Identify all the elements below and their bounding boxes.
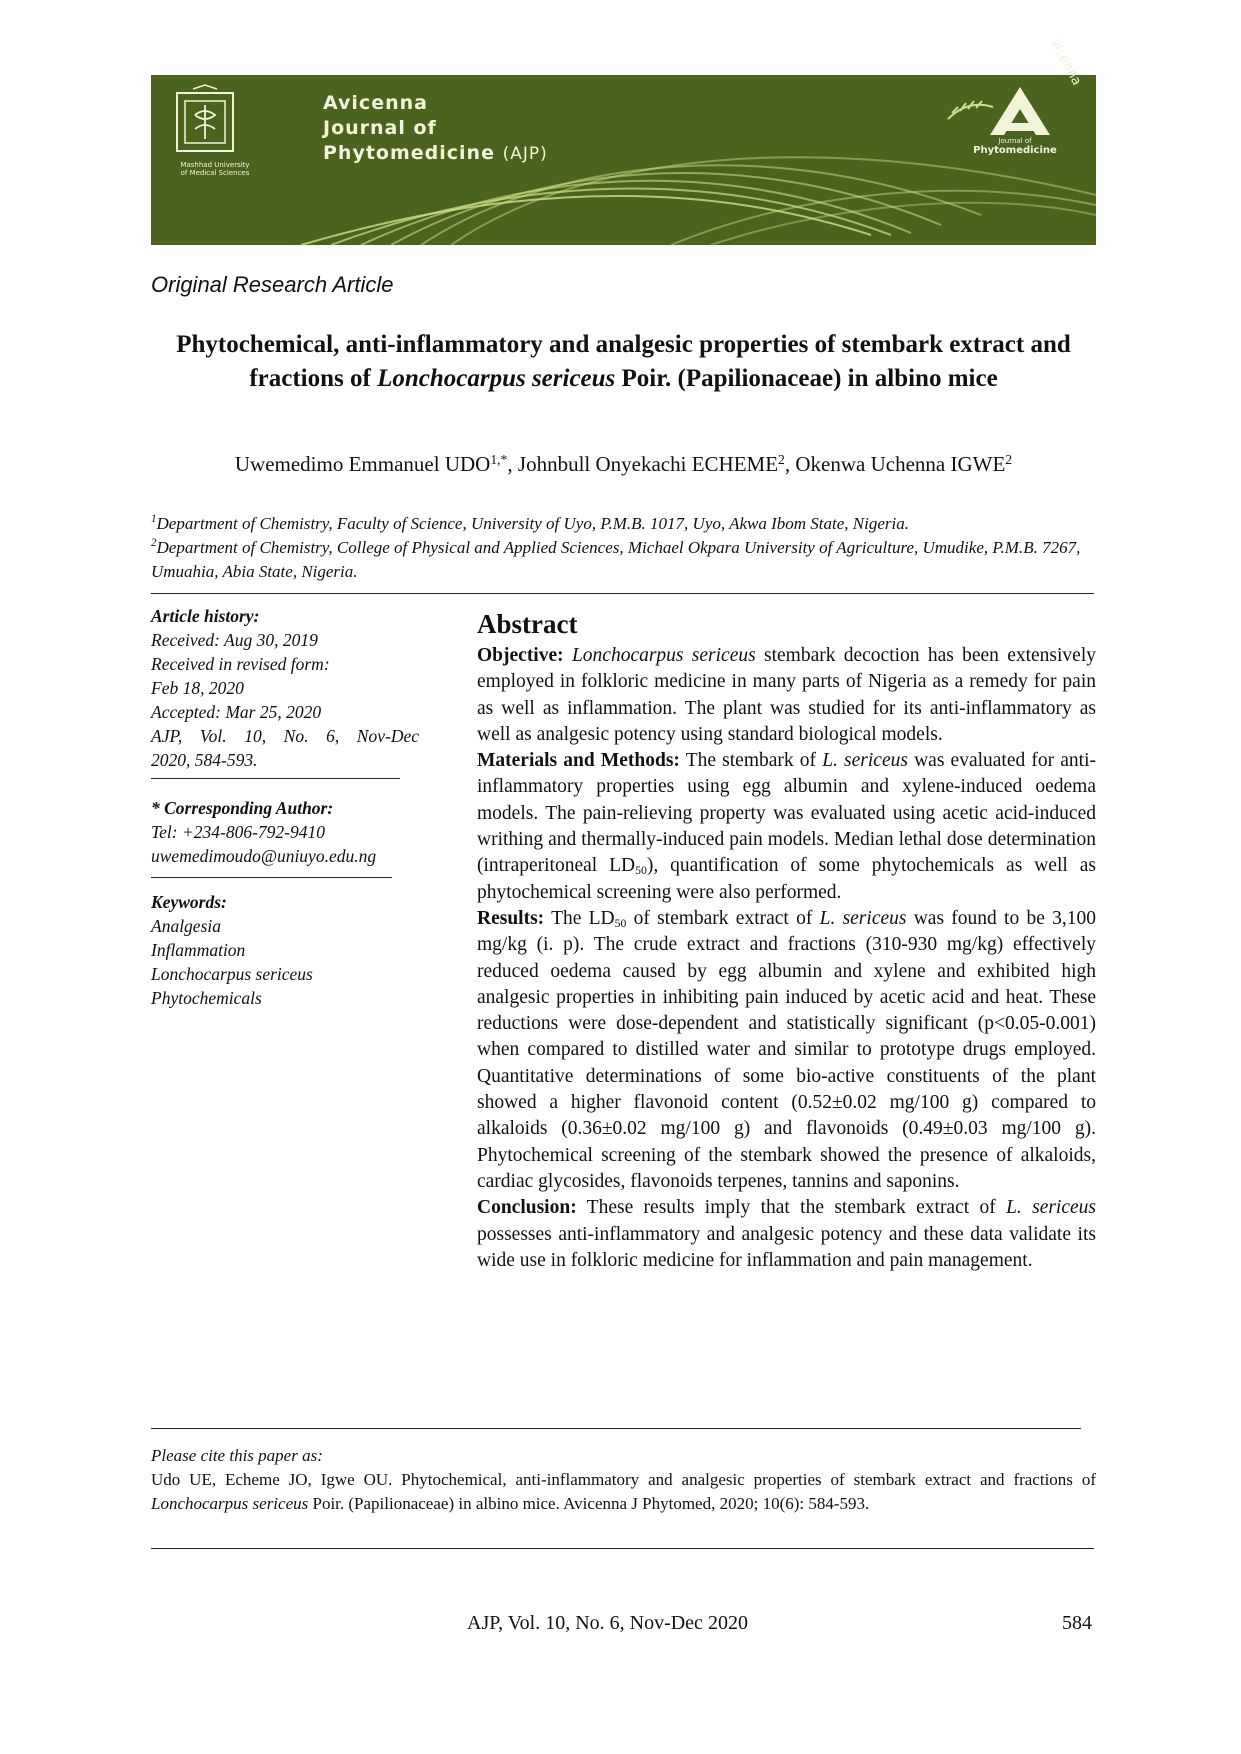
ajp-caption-small: Journal of — [998, 137, 1032, 145]
paper-title — [151, 328, 1096, 396]
methods-text: ), quantification of some phytochemicals as well as phytochemical screening were also performed. — [477, 855, 1096, 903]
methods-text: The stembark of — [679, 750, 823, 772]
university-caption — [165, 161, 265, 177]
author-list — [151, 452, 1096, 477]
conclusion-label: Conclusion: — [477, 1197, 577, 1219]
author-affil-mark: 2 — [1005, 452, 1013, 467]
results-species: L. sericeus — [819, 907, 907, 929]
author-affil-mark: 1,* — [490, 452, 508, 467]
history-line: Received: Aug 30, 2019 — [151, 630, 318, 650]
conclusion-text: possesses anti-inflammatory and analgesic potency and these data validate its wide use in folkloric medicine for inflammation and pain management. — [477, 1223, 1096, 1271]
journal-title-line3 — [323, 141, 548, 167]
journal-title — [323, 91, 548, 167]
results-label: Results: — [477, 907, 545, 929]
history-line: Feb 18, 2020 — [151, 678, 244, 698]
affiliations — [151, 512, 1096, 584]
university-name-line2: of Medical Sciences — [180, 169, 250, 177]
author-affil-mark: 2 — [778, 452, 785, 467]
footer-journal: AJP, Vol. 10, No. 6, Nov-Dec 2020 — [467, 1612, 748, 1634]
university-emblem-icon — [165, 85, 245, 157]
journal-banner — [151, 36, 1096, 245]
title-species: Lonchocarpus sericeus — [377, 365, 616, 392]
abstract-conclusion — [477, 1195, 1096, 1274]
affiliation-text: Department of Chemistry, Faculty of Science, University of Uyo, P.M.B. 1017, Uyo, Akwa Ibom State, Nigeria. — [156, 514, 909, 533]
citation-top-divider — [151, 1428, 1081, 1429]
university-logo — [165, 85, 265, 190]
citation-bottom-divider — [151, 1548, 1094, 1549]
article-history-heading: Article history: — [151, 606, 260, 626]
ajp-logo — [938, 36, 1088, 179]
author-name: Okenwa Uchenna IGWE — [795, 452, 1006, 476]
corresponding-author — [151, 796, 376, 868]
author-separator: , — [784, 452, 796, 476]
affiliation-text: Department of Chemistry, College of Physical and Applied Sciences, Michael Okpara University of Agriculture, Umudike, P.M.B. 7267, Umuahia, Abia State, Nigeria. — [151, 538, 1081, 581]
journal-title-line1: Avicenna — [323, 92, 428, 114]
university-name-line1: Mashhad University — [180, 161, 250, 169]
citation-text-part: Udo UE, Echeme JO, Igwe OU. Phytochemical, anti-inflammatory and analgesic properties of stembark extract and fractions of — [151, 1470, 1096, 1489]
abstract-methods — [477, 748, 1096, 906]
sidebar-divider — [151, 877, 392, 878]
methods-label: Materials and Methods: — [477, 750, 680, 772]
affiliation-mark: 1 — [151, 513, 157, 525]
keyword-item: Inflammation — [151, 940, 246, 960]
affiliation-item — [151, 512, 1096, 536]
citation-block — [151, 1444, 1096, 1516]
methods-text: was evaluated for anti-inflammatory properties using egg albumin and xylene-induced oedema models. The pain-relieving property was evaluated using acetic acid-induced writhing and thermally-induced pain models. Median lethal dose determination (intraperitoneal LD — [477, 750, 1097, 877]
abstract-objective — [477, 643, 1096, 748]
objective-label: Objective: — [477, 645, 564, 666]
author-name: Uwemedimo Emmanuel UDO — [234, 452, 491, 476]
keyword-item: Lonchocarpus sericeus — [151, 964, 313, 984]
page-number: 584 — [1062, 1612, 1092, 1634]
objective-text: stembark decoction has been extensively employed in folkloric medicine in many parts of Nigeria as a remedy for pain as well as inflammation. The plant was studied for its anti-inflammatory as well as analgesic potency using standard biological models. — [477, 645, 1097, 745]
keywords — [151, 890, 313, 1010]
affiliation-mark: 2 — [151, 537, 157, 549]
title-part2: Poir. (Papilionaceae) in albino mice — [615, 365, 998, 392]
results-subscript: 50 — [614, 916, 627, 930]
title-part1: Phytochemical, anti-inflammatory and analgesic properties of stembark extract and fractions of — [176, 331, 1071, 392]
journal-title-line2: Journal of — [323, 117, 437, 139]
header-divider — [151, 593, 1094, 594]
citation-heading: Please cite this paper as: — [151, 1446, 323, 1465]
corresponding-tel: Tel: +234-806-792-9410 — [151, 822, 326, 842]
history-line: 2020, 584-593. — [151, 750, 258, 770]
author-name: Johnbull Onyekachi ECHEME — [517, 452, 779, 476]
conclusion-text: These results imply that the stembark extract of — [576, 1197, 1007, 1219]
methods-subscript: 50 — [635, 864, 647, 878]
corresponding-email[interactable]: uwemedimoudo@uniuyo.edu.ng — [151, 846, 377, 866]
history-line: Accepted: Mar 25, 2020 — [151, 702, 322, 722]
keyword-item: Phytochemicals — [151, 988, 262, 1008]
affiliation-item — [151, 536, 1096, 584]
ajp-a-emblem-icon — [938, 79, 1088, 179]
citation-species: Lonchocarpus sericeus — [151, 1494, 309, 1513]
results-text: of stembark extract of — [626, 907, 820, 929]
keyword-item: Analgesia — [151, 916, 221, 936]
ajp-logo-word: vicenna — [1046, 36, 1084, 89]
ajp-caption-big: Phytomedicine — [973, 145, 1057, 156]
article-history — [151, 604, 419, 772]
abstract-body — [477, 643, 1096, 1274]
abstract-results — [477, 906, 1096, 1195]
journal-title-word: Phytomedicine — [323, 142, 495, 164]
keywords-heading: Keywords: — [151, 892, 227, 912]
abstract-heading: Abstract — [477, 609, 578, 639]
ajp-logo-caption — [960, 137, 1070, 156]
article-type: Original Research Article — [151, 272, 394, 297]
sidebar-divider — [151, 778, 400, 779]
objective-species: Lonchocarpus sericeus — [571, 645, 756, 666]
author-separator: , — [507, 452, 518, 476]
methods-species: L. sericeus — [822, 750, 908, 772]
history-line: Received in revised form: — [151, 654, 330, 674]
journal-abbrev: (AJP) — [502, 144, 548, 164]
citation-text-part: Poir. (Papilionaceae) in albino mice. Avicenna J Phytomed, 2020; 10(6): 584-593. — [308, 1494, 870, 1513]
results-text: was found to be 3,100 mg/kg (i. p). The crude extract and fractions (310-930 mg/kg) effectively reduced oedema caused by egg albumin and xylene and exhibited high analgesic properties in inhibiting pain induced by acetic acid and heat. These reductions were dose-dependent and statistically significant (p<0.05-0.001) when compared to distilled water and similar to prototype drugs employed. Quantitative determinations of some bio-active constituents of the plant showed a higher flavonoid content (0.52±0.02 mg/100 g) compared to alkaloids (0.36±0.02 mg/100 g) and flavonoids (0.49±0.03 mg/100 g). Phytochemical screening of the stembark showed the presence of alkaloids, cardiac glycosides, flavonoids terpenes, tannins and saponins. — [477, 907, 1096, 1192]
corresponding-heading: * Corresponding Author: — [151, 798, 334, 818]
citation-text — [151, 1468, 1096, 1516]
conclusion-species: L. sericeus — [1006, 1197, 1097, 1219]
results-text: The LD — [544, 907, 615, 929]
history-line: AJP, Vol. 10, No. 6, Nov-Dec — [151, 726, 419, 746]
